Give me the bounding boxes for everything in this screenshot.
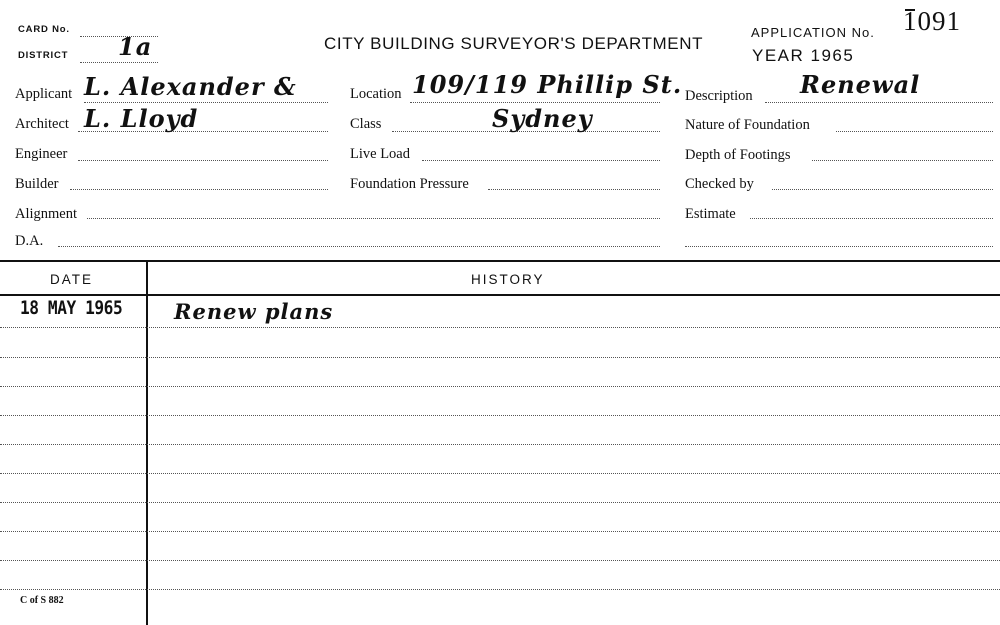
estimate-line: [750, 218, 993, 219]
history-row-line: [0, 560, 1000, 561]
history-row-line: [0, 386, 1000, 387]
district-line: [80, 62, 158, 63]
foundation-pressure-label: Foundation Pressure: [350, 176, 469, 192]
location-line: [410, 102, 660, 103]
history-row-line: [0, 531, 1000, 532]
location-label: Location: [350, 86, 402, 102]
depth-of-footings-label: Depth of Footings: [685, 147, 791, 163]
description-line: [765, 102, 993, 103]
history-row-line: [0, 473, 1000, 474]
applicant-value: L. Alexander &: [84, 72, 297, 101]
district-label: DISTRICT: [18, 50, 69, 61]
history-row-line: [0, 502, 1000, 503]
depth-of-footings-line: [812, 160, 993, 161]
estimate-label: Estimate: [685, 206, 736, 222]
location-value: 109/119 Phillip St.: [412, 70, 683, 99]
history-row-line: [0, 357, 1000, 358]
history-row-line: [0, 415, 1000, 416]
nature-of-foundation-line: [836, 131, 993, 132]
checked-by-label: Checked by: [685, 176, 754, 192]
history-header-rule: [0, 294, 1000, 296]
description-label: Description: [685, 88, 753, 104]
application-no-label: APPLICATION No.: [751, 25, 875, 40]
applicant-line: [84, 102, 328, 103]
department-title: CITY BUILDING SURVEYOR'S DEPARTMENT: [324, 34, 704, 53]
foundation-pressure-line: [488, 189, 660, 190]
live-load-label: Live Load: [350, 146, 410, 162]
da-label: D.A.: [15, 233, 44, 249]
da-line: [58, 246, 660, 247]
builder-line: [70, 189, 328, 190]
history-top-rule: [0, 260, 1000, 262]
card-no-label: CARD No.: [18, 24, 70, 35]
architect-value: L. Lloyd: [84, 104, 199, 133]
history-row-line: [0, 327, 1000, 328]
alignment-line: [87, 218, 660, 219]
engineer-line: [78, 160, 328, 161]
history-row-line: [0, 589, 1000, 590]
applicant-label: Applicant: [15, 86, 73, 102]
engineer-label: Engineer: [15, 146, 68, 162]
year-label: YEAR 1965: [752, 46, 855, 65]
application-no-value: 1091: [903, 6, 961, 36]
form-code: C of S 882: [20, 595, 64, 606]
history-row-line: [0, 444, 1000, 445]
history-entry-text: Renew plans: [174, 299, 334, 324]
date-column-header: DATE: [50, 272, 94, 287]
nature-of-foundation-label: Nature of Foundation: [685, 117, 810, 133]
checked-by-line: [772, 189, 993, 190]
history-entry-date-stamp: 18 MAY 1965: [20, 297, 123, 319]
history-column-header: HISTORY: [471, 272, 545, 287]
location-value-line2: Sydney: [492, 104, 593, 133]
district-value: 1a: [118, 32, 153, 61]
architect-label: Architect: [15, 116, 69, 132]
builder-label: Builder: [15, 176, 59, 192]
description-value: Renewal: [800, 70, 921, 99]
alignment-label: Alignment: [15, 206, 78, 222]
live-load-line: [422, 160, 660, 161]
extra-line-right: [685, 246, 993, 247]
class-label: Class: [350, 116, 382, 132]
